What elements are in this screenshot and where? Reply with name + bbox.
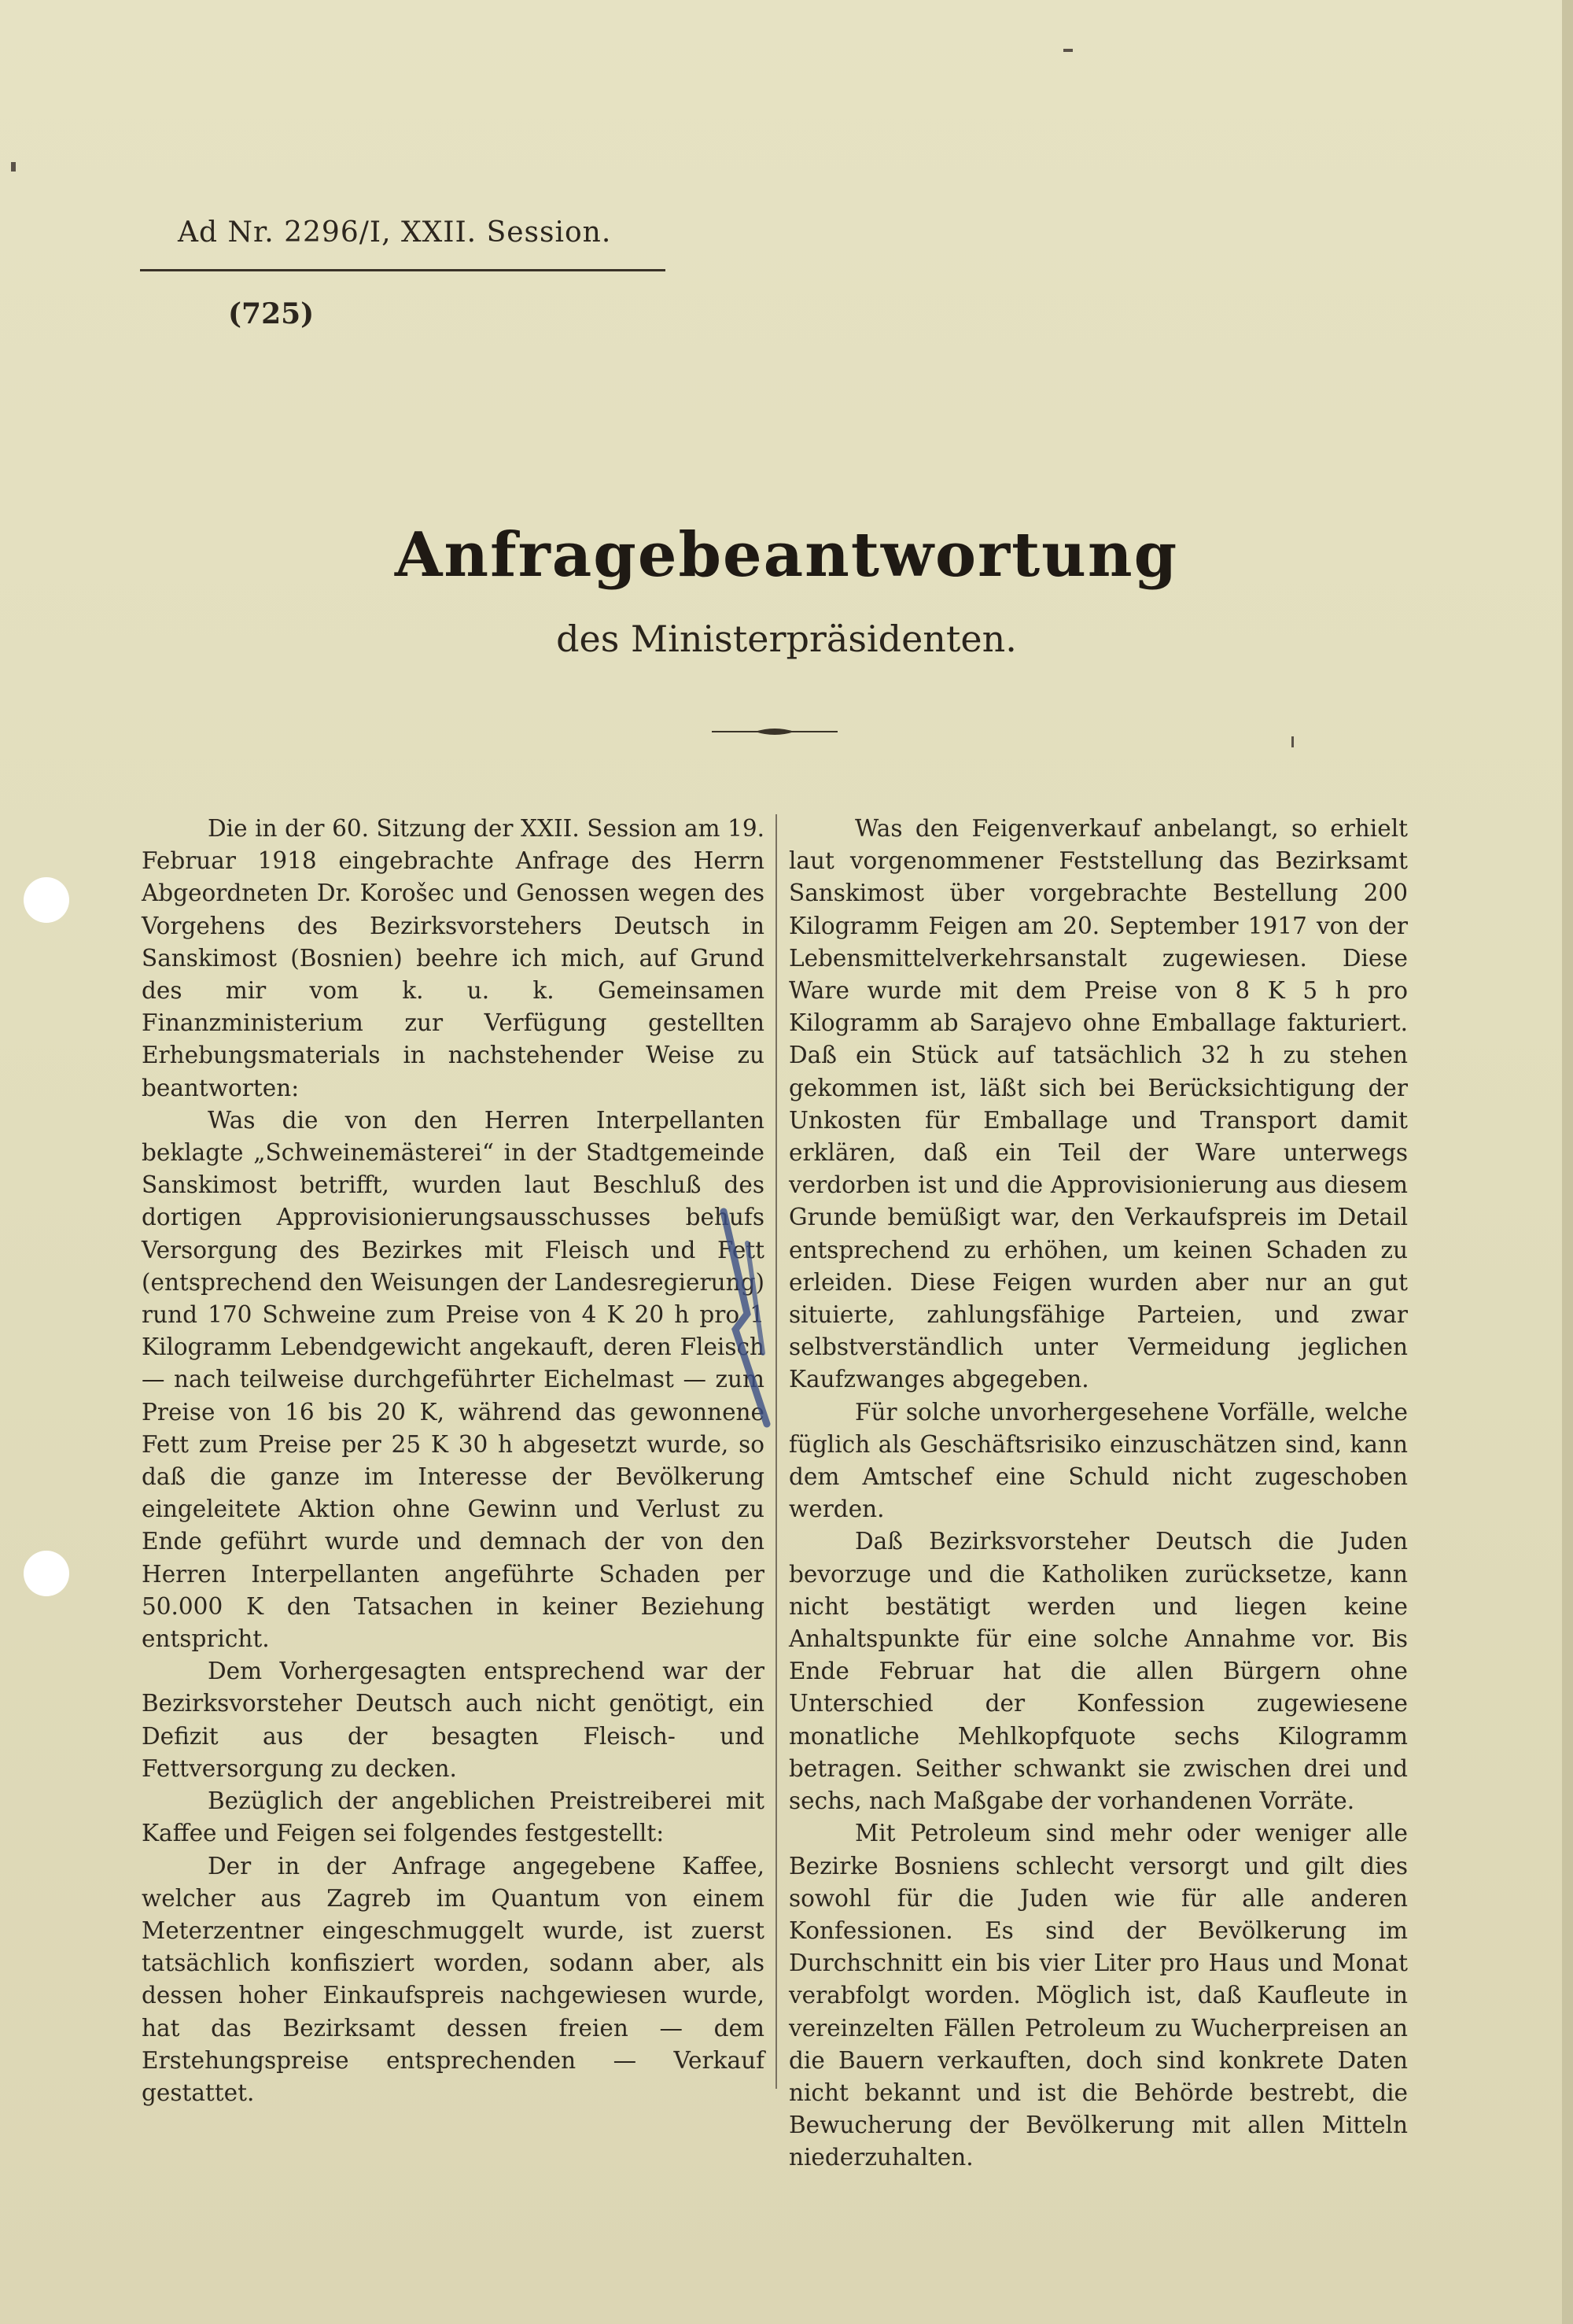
punch-hole-lower [24,1551,69,1596]
paragraph: Was die von den Herren Interpellanten beklagte „Schweinemästerei“ in der Stadtgemeinde Sanskimost betrifft, wurden laut Beschluß des dortigen Approvisionierungsausschusses behufs Versorgung des Bezirkes mit Fleisch und Fett (entsprechend den Weisungen der Landesregierung) rund 170 Schweine zum Preise von 4 K 20 h pro 1 Kilogramm Lebendgewicht angekauft, deren Fleisch — nach teilweise durchgeführter Eichelmast — zum Preise von 16 bis 20 K, während das gewonnene Fett zum Preise per 25 K 30 h abgesetzt wurde, so daß die ganze im Interesse der Bevölkerung eingeleitete Aktion ohne Gewinn und Verlust zu Ende geführt wurde und demnach der von den Herren Interpellanten angeführte Schaden per 50.000 K den Tatsachen in keiner Beziehung entspricht. [142,1106,764,1653]
session-reference: Ad Nr. 2296/I, XXII. Session. [178,216,612,249]
paragraph: Für solche unvorhergesehene Vorfälle, welche füglich als Geschäftsrisiko einzuschätzen sind, kann dem Amtschef eine Schuld nicht zugeschoben werden. [789,1398,1408,1523]
header-rule [140,269,665,271]
paragraph: Bezüglich der angeblichen Preistreiberei mit Kaffee und Feigen sei folgendes festgestellt: [142,1787,764,1847]
punch-hole-upper [24,877,69,923]
column-divider [775,814,777,2089]
left-column [142,813,764,2109]
document-title: Anfragebeantwortung [394,519,1179,591]
blue-pencil-mark [692,1196,794,1432]
page-number: (725) [228,297,315,330]
paragraph: Dem Vorhergesagten entsprechend war der Bezirksvorsteher Deutsch auch nicht genötigt, ein Defizit aus der besagten Fleisch- und Fettversorgung zu decken. [142,1658,764,1782]
paragraph: Der in der Anfrage angegebene Kaffee, welcher aus Zagreb im Quantum von einem Meterzentner eingeschmuggelt wurde, ist zuerst tatsächlich konfisziert worden, sodann aber, als dessen hoher Einkaufspreis nachgewiesen wurde, hat das Bezirksamt dessen freien — dem Erstehungspreise entsprechenden — Verkauf gestattet. [142,1852,764,2106]
paragraph: Mit Petroleum sind mehr oder weniger alle Bezirke Bosniens schlecht versorgt und gilt dies sowohl für die Juden wie für alle anderen Konfessionen. Es sind der Bevölkerung im Durchschnitt ein bis vier Liter pro Haus und Monat verabfolgt worden. Möglich ist, daß Kaufleute in vereinzelten Fällen Petroleum zu Wucherpreisen an die Bauern verkauften, doch sind konkrete Daten nicht bekannt und ist die Behörde bestrebt, die Bewucherung der Bevölkerung mit allen Mitteln niederzuhalten. [789,1820,1408,2171]
paragraph: Was den Feigenverkauf anbelangt, so erhielt laut vorgenommener Feststellung das Bezirksamt Sanskimost über vorgebrachte Bestellung 200 Kilogramm Feigen am 20. September 1917 von der Lebensmittelverkehrsanstalt zugewiesen. Diese Ware wurde mit dem Preise von 8 K 5 h pro Kilogramm ab Sarajevo ohne Emballage fakturiert. Daß ein Stück auf tatsächlich 32 h zu stehen gekommen ist, läßt sich bei Berücksichtigung der Unkosten für Emballage und Transport damit erklären, daß ein Teil der Ware unterwegs verdorben ist und die Approvisionierung aus diesem Grunde bemüßigt war, den Verkaufspreis im Detail entsprechend zu erhöhen, um keinen Schaden zu erleiden. Diese Feigen wurden aber nur an gut situierte, zahlungsfähige Parteien, und zwar selbstverständlich unter Vermeidung jeglichen Kaufzwanges abgegeben. [789,815,1408,1393]
ink-speck [1291,736,1294,747]
ornament-divider [712,725,838,738]
ink-speck [11,162,16,172]
page-edge [1562,0,1573,2324]
ink-speck [1063,49,1073,52]
right-column [789,813,1408,2175]
paragraph: Daß Bezirksvorsteher Deutsch die Juden bevorzuge und die Katholiken zurücksetze, kann nicht bestätigt werden und liegen keine Anhaltspunkte für eine solche Annahme vor. Bis Ende Februar hat die allen Bürgern ohne Unterschied der Konfession zugewiesene monatliche Mehlkopfquote sechs Kilogramm betragen. Seither schwankt sie zwischen drei und sechs, nach Maßgabe der vorhandenen Vorräte. [789,1528,1408,1815]
document-subtitle: des Ministerpräsidenten. [556,618,1017,660]
paragraph: Die in der 60. Sitzung der XXII. Session am 19. Februar 1918 eingebrachte Anfrage des Herrn Abgeordneten Dr. Korošec und Genossen wegen des Vorgehens des Bezirksvorstehers Deutsch in Sanskimost (Bosnien) beehre ich mich, auf Grund des mir vom k. u. k. Gemeinsamen Finanzministerium zur Verfügung gestellten Erhebungsmaterials in nachstehender Weise zu beantworten: [142,815,764,1101]
